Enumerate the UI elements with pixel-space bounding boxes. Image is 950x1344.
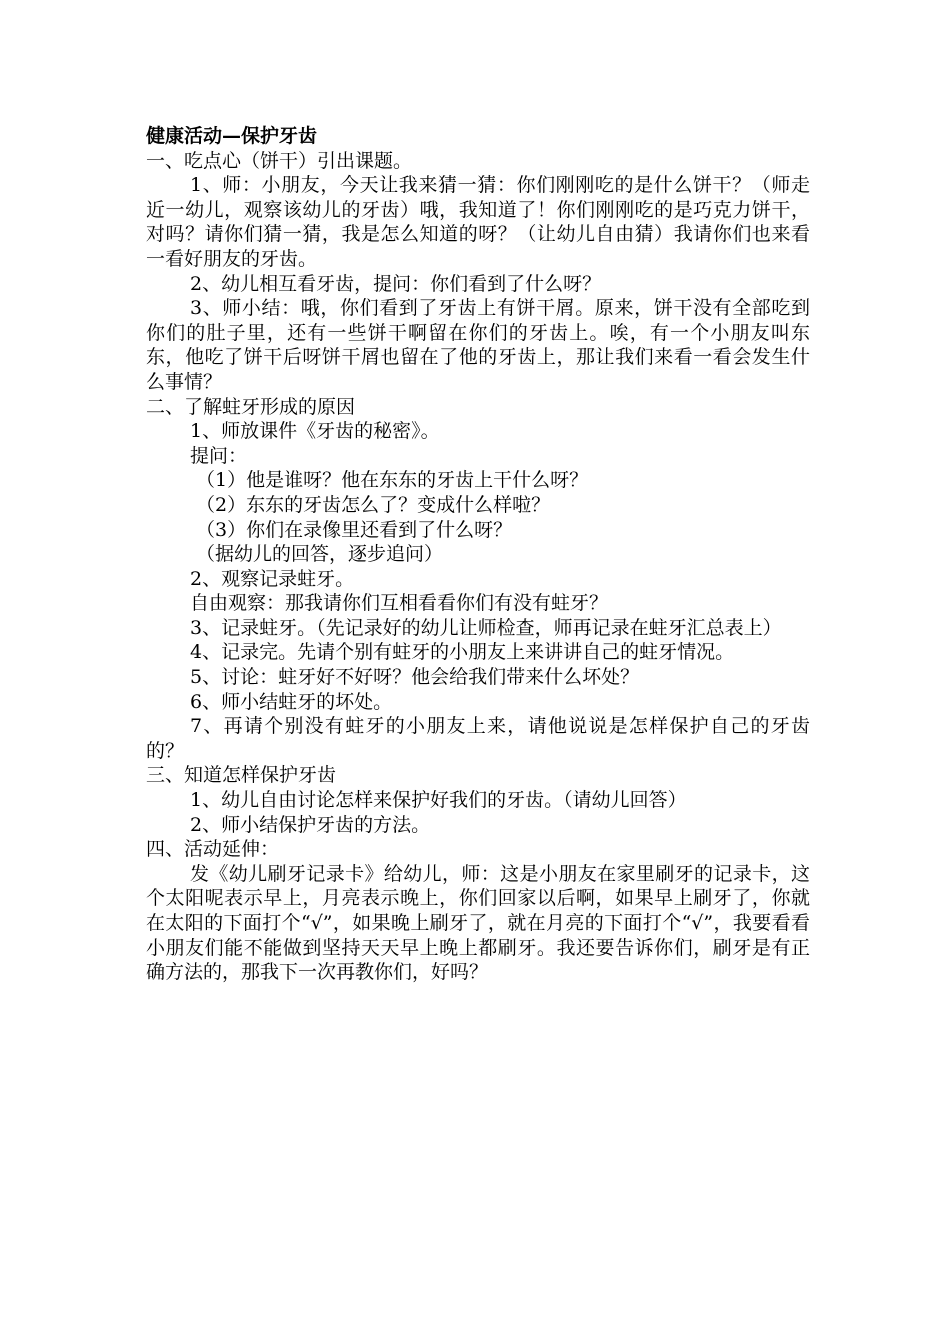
section-1-item-1: 1、师：小朋友，今天让我来猜一猜：你们刚刚吃的是什么饼干？（师走近一幼儿，观察该幼儿的牙齿）哦，我知道了！你们刚刚吃的是巧克力饼干，对吗？请你们猜一猜，我是怎么知道的呀？（让幼儿自由猜）我请你们也来看一看好朋友的牙齿。 xyxy=(146,174,810,270)
question-2: （2）东东的牙齿怎么了？变成什么样啦？ xyxy=(196,493,551,516)
question-label: 提问： xyxy=(190,444,248,467)
section-2-item-7: 7、再请个别没有蛀牙的小朋友上来，请他说说是怎样保护自己的牙齿的？ xyxy=(146,715,810,762)
section-2-item-4: 4、记录完。先请个别有蛀牙的小朋友上来讲讲自己的蛀牙情况。 xyxy=(190,641,735,664)
section-3-item-1: 1、幼儿自由讨论怎样来保护好我们的牙齿。（请幼儿回答） xyxy=(190,789,687,812)
section-2-item-1: 1、师放课件《牙齿的秘密》。 xyxy=(190,420,440,443)
section-3-heading: 三、知道怎样保护牙齿 xyxy=(146,764,337,787)
section-1-heading: 一、吃点心（饼干）引出课题。 xyxy=(146,149,413,172)
section-3-item-2: 2、师小结保护牙齿的方法。 xyxy=(190,813,431,836)
section-2-item-3: 3、记录蛀牙。（先记录好的幼儿让师检查，师再记录在蛀牙汇总表上） xyxy=(190,616,782,639)
section-1-item-2: 2、幼儿相互看牙齿，提问：你们看到了什么呀？ xyxy=(190,272,602,295)
question-note: （据幼儿的回答，逐步追问） xyxy=(196,543,444,566)
question-1: （1）他是谁呀？他在东东的牙齿上干什么呀？ xyxy=(196,469,589,492)
section-2-item-6: 6、师小结蛀牙的坏处。 xyxy=(190,690,393,713)
section-4-paragraph: 发《幼儿刷牙记录卡》给幼儿，师：这是小朋友在家里刷牙的记录卡，这个太阳呢表示早上，月亮表示晚上，你们回家以后啊，如果早上刷牙了，你就在太阳的下面打个“√”，如果晚上刷牙了，就在月亮的下面打个“√”，我要看看小朋友们能不能做到坚持天天早上晚上都刷牙。我还要告诉你们，刷牙是有正确方法的，那我下一次再教你们，好吗？ xyxy=(146,862,810,984)
document-title: 健康活动—保护牙齿 xyxy=(146,125,318,147)
question-3: （3）你们在录像里还看到了什么呀？ xyxy=(196,518,513,541)
section-2-item-5: 5、讨论：蛀牙好不好呀？他会给我们带来什么坏处？ xyxy=(190,666,640,689)
section-4-heading: 四、活动延伸： xyxy=(146,838,280,861)
section-1-item-3: 3、师小结：哦，你们看到了牙齿上有饼干屑。原来，饼干没有全部吃到你们的肚子里，还有一些饼干啊留在你们的牙齿上。唉，有一个小朋友叫东东，他吃了饼干后呀饼干屑也留在了他的牙齿上，那让我们来看一看会发生什么事情？ xyxy=(146,297,810,393)
observe-text: 自由观察：那我请你们互相看看你们有没有蛀牙？ xyxy=(190,592,609,615)
document-body xyxy=(146,124,810,985)
section-2-heading: 二、了解蛀牙形成的原因 xyxy=(146,395,356,418)
section-2-item-2: 2、观察记录蛀牙。 xyxy=(190,567,355,590)
